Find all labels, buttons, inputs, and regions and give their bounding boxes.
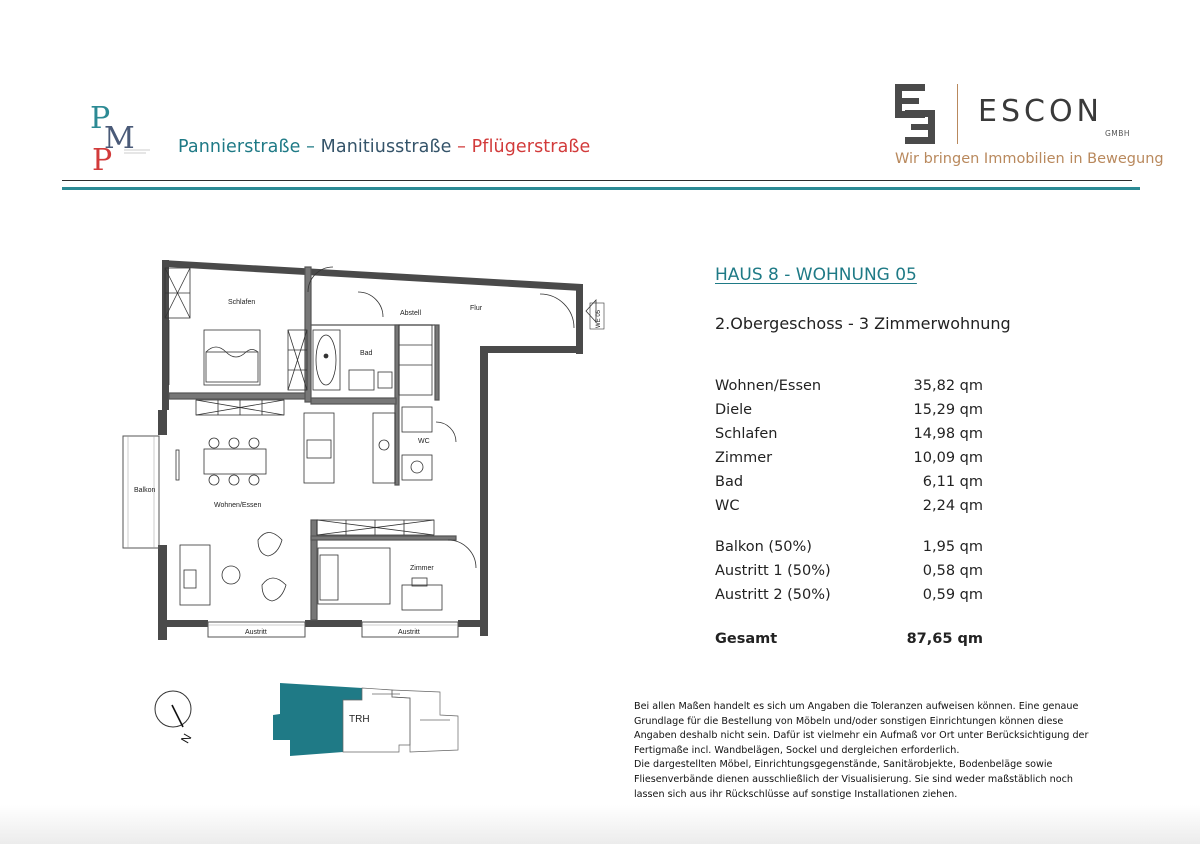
- disclaimer-measurements: Bei allen Maßen handelt es sich um Angaben die Toleranzen aufweisen können. Eine genaue Grundlage für die Bestellung von Möbeln und/oder sonstigen Einrichtungen können diese Angaben deshalb nicht sein. Dafür ist vielmehr ein Aufmaß vor Ort unter Berücksichtigung der Fertigmaße incl. Wandbelägen, Sockel und dergleichen erforderlich.: [634, 701, 1089, 756]
- site-plan: [150, 680, 470, 760]
- room-area-table: [715, 376, 983, 653]
- header-accent-rule: [62, 187, 1140, 190]
- logo-divider: [957, 84, 958, 144]
- page-bottom-shadow: [0, 805, 1200, 844]
- kitchen: [304, 413, 395, 483]
- north-arrow-icon: [155, 691, 194, 746]
- wardrobe-zimmer: [317, 520, 434, 535]
- outdoor-row: [715, 585, 983, 609]
- room-area: 35,82 qm: [913, 378, 983, 394]
- label-bad: Bad: [360, 350, 373, 357]
- label-zimmer: Zimmer: [410, 565, 434, 572]
- room-area: 6,11 qm: [922, 474, 983, 490]
- street-names: [178, 137, 590, 157]
- dining-table: [204, 438, 266, 485]
- header-rule: [62, 180, 1132, 181]
- wardrobe-living: [196, 400, 284, 415]
- outdoor-area: 0,58 qm: [922, 563, 983, 579]
- escon-gmbh: GMBH: [1105, 129, 1131, 138]
- room-row: [715, 472, 983, 496]
- unit-subtitle: 2.Obergeschoss - 3 Zimmerwohnung: [715, 314, 1011, 333]
- label-schlafen: Schlafen: [228, 299, 256, 306]
- room-area: 2,24 qm: [922, 498, 983, 514]
- total-area: 87,65 qm: [906, 631, 983, 647]
- room-name: Schlafen: [715, 426, 778, 442]
- street-pannierstrasse: Pannierstraße: [178, 137, 301, 157]
- outdoor-name: Balkon (50%): [715, 539, 812, 555]
- outdoor-name: Austritt 1 (50%): [715, 563, 831, 579]
- room-name: Wohnen/Essen: [715, 378, 822, 394]
- room-row: [715, 448, 983, 472]
- north-label: N: [177, 731, 195, 746]
- street-manitiusstrasse: Manitiusstraße: [320, 137, 452, 157]
- street-separator: –: [451, 137, 472, 157]
- outdoor-name: Austritt 2 (50%): [715, 587, 831, 603]
- room-row: [715, 376, 983, 400]
- total-label: Gesamt: [715, 631, 778, 647]
- doors: [169, 267, 574, 568]
- outdoor-row: [715, 537, 983, 561]
- outdoor-row: [715, 561, 983, 585]
- living-furniture: [180, 533, 286, 606]
- disclaimer: [634, 700, 1104, 802]
- room-name: Zimmer: [715, 450, 773, 466]
- room-area: 10,09 qm: [913, 450, 983, 466]
- room-area: 14,98 qm: [913, 426, 983, 442]
- label-flur: Flur: [470, 305, 483, 312]
- total-row: [715, 629, 983, 653]
- room-group-gap: [715, 520, 983, 537]
- escon-logo-icon: [893, 84, 937, 144]
- escon-company-name: ESCON: [978, 94, 1103, 129]
- room-name: Bad: [715, 474, 744, 490]
- room-area: 15,29 qm: [913, 402, 983, 418]
- outdoor-area: 0,59 qm: [922, 587, 983, 603]
- label-austritt-2: Austritt: [398, 629, 420, 636]
- outdoor-area: 1,95 qm: [922, 539, 983, 555]
- windows: [165, 268, 307, 390]
- room-name: Diele: [715, 402, 753, 418]
- room-row: [715, 496, 983, 520]
- label-balkon: Balkon: [134, 487, 156, 494]
- label-austritt-1: Austritt: [245, 629, 267, 636]
- street-separator: –: [300, 137, 321, 157]
- room-row: [715, 424, 983, 448]
- escon-slogan: Wir bringen Immobilien in Bewegung: [895, 151, 1164, 167]
- svg-text:M: M: [104, 121, 135, 156]
- room-name: WC: [715, 498, 740, 514]
- bathroom: [313, 325, 432, 395]
- label-abstell: Abstell: [400, 310, 422, 317]
- unit-title: HAUS 8 - WOHNUNG 05: [715, 265, 917, 285]
- disclaimer-furniture: Die dargestellten Möbel, Einrichtungsgegenstände, Sanitärobjekte, Bodenbeläge sowie Fliesenverbände dienen ausschließlich der Visualisierung. Sie sind weder maßstäblich noch lassen sich aus ihr Rückschlüsse auf sonstige Installationen ziehen.: [634, 759, 1073, 800]
- bed-schlafen: [204, 330, 260, 385]
- svg-text:P: P: [90, 101, 111, 136]
- room-row: [715, 400, 983, 424]
- street-pfluegerstrasse: Pflügerstraße: [471, 137, 591, 157]
- label-wc: WC: [418, 438, 430, 445]
- exterior-walls: [158, 260, 583, 640]
- zimmer-furniture: [318, 548, 442, 610]
- label-wohnen: Wohnen/Essen: [214, 502, 262, 509]
- label-trh: TRH: [349, 714, 370, 725]
- pmp-logo-icon: [88, 98, 152, 174]
- label-entrance: WE 05: [596, 309, 602, 328]
- svg-text:P: P: [92, 143, 113, 174]
- floor-plan: [110, 250, 610, 650]
